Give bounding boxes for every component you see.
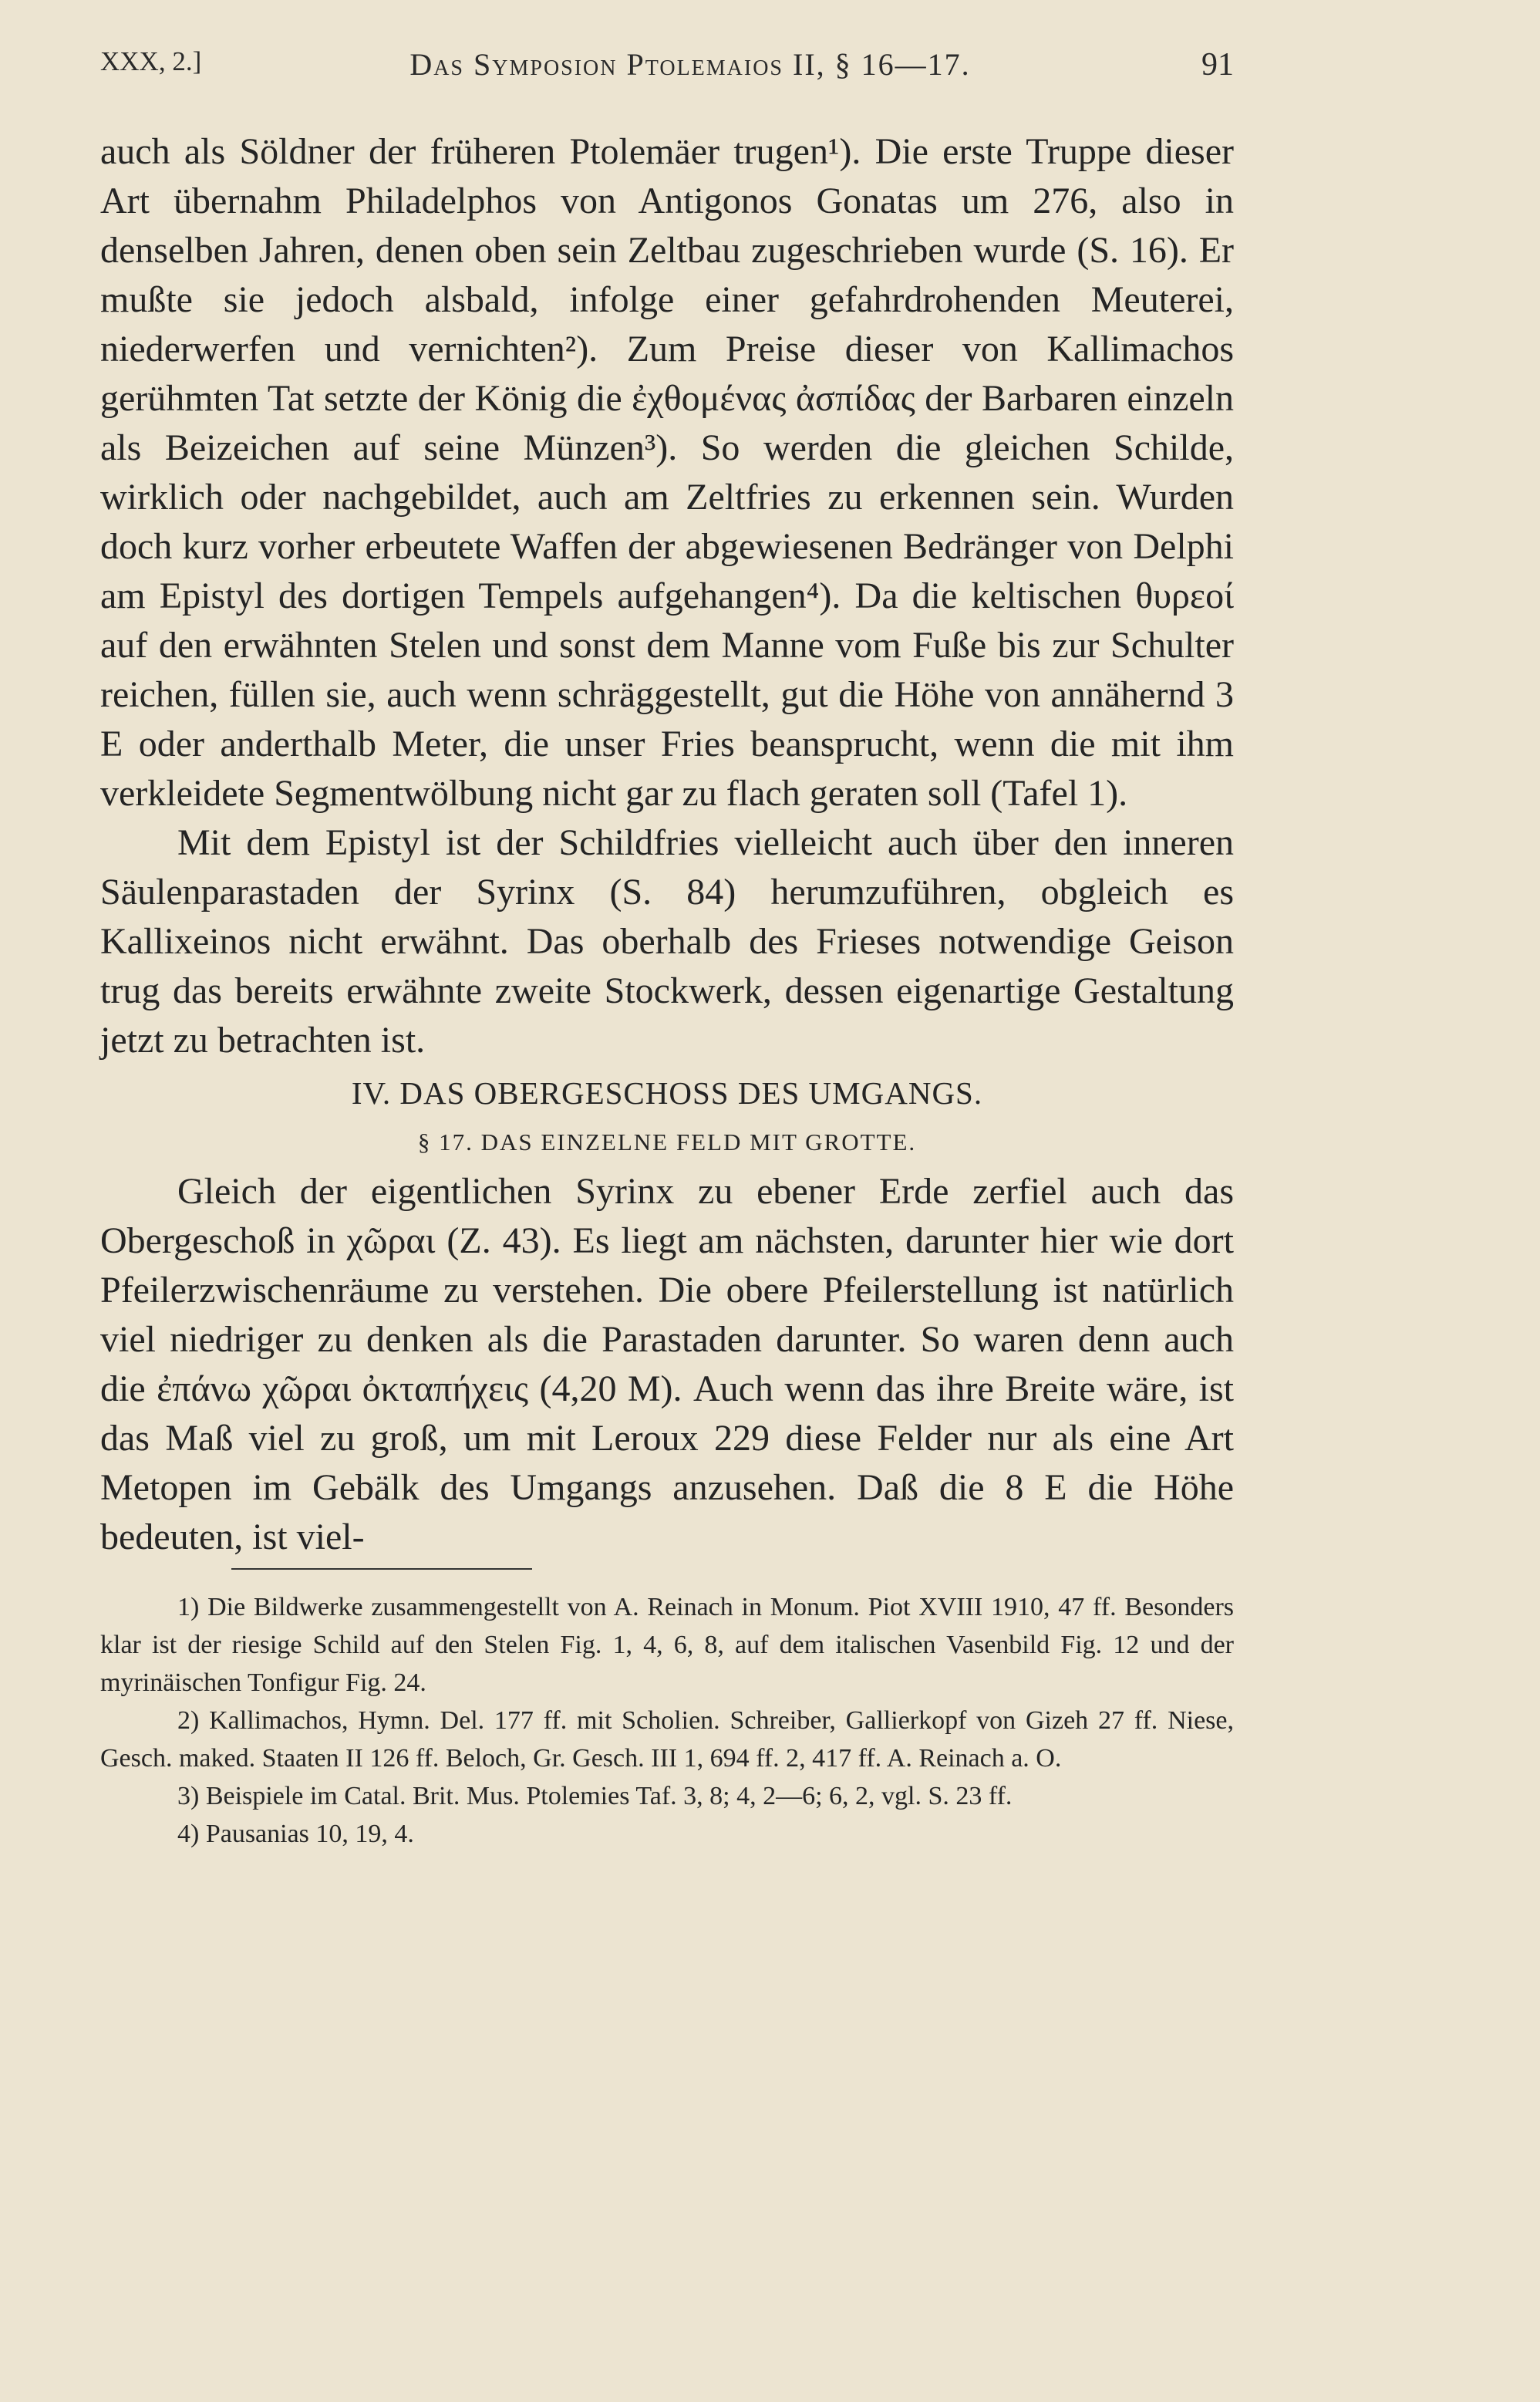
footnote-divider [231,1568,532,1570]
subsection-heading: § 17. DAS EINZELNE FELD MIT GROTTE. [417,1128,917,1155]
main-text [100,127,1234,1853]
header-title: Das Symposion Ptolemaios II, § 16—17. [409,47,971,82]
header-chapter-ref: XXX, 2.] [100,46,202,76]
footnote-4: 4) Pausanias 10, 19, 4. [177,1820,414,1848]
section-heading: IV. DAS OBERGESCHOSS DES UMGANGS. [351,1075,983,1111]
footnote-1: 1) Die Bildwerke zusammengestellt von A. Reinach in Monum. Piot XVIII 1910, 47 ff. Besonders klar ist der riesige Schild auf den Stelen Fig. 1, 4, 6, 8, auf dem italischen Vasenbild Fig. 12 und der myrinäischen Tonfigur Fig. 24. [100,1593,1234,1697]
page-number: 91 [1201,47,1234,83]
footnote-2: 2) Kallimachos, Hymn. Del. 177 ff. mit Scholien. Schreiber, Gallierkopf von Gizeh 27 ff. Niese, Gesch. maked. Staaten II 126 ff. Beloch, Gr. Gesch. III 1, 694 ff. 2, 417 ff. A. Reinach a. O. [100,1706,1234,1773]
footnote-3: 3) Beispiele im Catal. Brit. Mus. Ptolemies Taf. 3, 8; 4, 2—6; 6, 2, vgl. S. 23 ff. [177,1782,1013,1810]
footnotes [100,1588,1234,1853]
running-header [100,46,1234,93]
paragraph-epistyl: Mit dem Epistyl ist der Schildfries vielleicht auch über den inneren Säulenparastaden der Syrinx (S. 84) herumzuführen, obgleich es Kallixeinos nicht erwähnt. Das oberhalb des Frieses notwendige Geison trug das bereits erwähnte zweite Stockwerk, dessen eigenartige Gestaltung jetzt zu betrachten ist. [100,822,1234,1061]
paragraph-obergeschoss: Gleich der eigentlichen Syrinx zu ebener Erde zerfiel auch das Obergeschoß in χῶραι (Z. 43). Es liegt am nächsten, darunter hier wie dort Pfeilerzwischenräume zu verstehen. Die obere Pfeilerstellung ist natürlich viel niedriger zu denken als die Parastaden darunter. So waren denn auch die ἐπάνω χῶραι ὀκταπήχεις (4,20 M). Auch wenn das ihre Breite wäre, ist das Maß viel zu groß, um mit Leroux 229 diese Felder nur als eine Art Metopen im Gebälk des Umgangs anzusehen. Daß die 8 E die Höhe bedeuten, ist viel- [100,1171,1234,1557]
paragraph-continued: auch als Söldner der früheren Ptolemäer trugen¹). Die erste Truppe dieser Art übernahm Philadelphos von Antigonos Gonatas um 276, also in denselben Jahren, denen oben sein Zeltbau zugeschrieben wurde (S. 16). Er mußte sie jedoch alsbald, infolge einer gefahrdrohenden Meuterei, niederwerfen und vernichten²). Zum Preise dieser von Kallimachos gerühmten Tat setzte der König die ἐχθομένας ἀσπίδας der Barbaren einzeln als Beizeichen auf seine Münzen³). So werden die gleichen Schilde, wirklich oder nachgebildet, auch am Zeltfries zu erkennen sein. Wurden doch kurz vorher erbeutete Waffen der abgewiesenen Bedränger von Delphi am Epistyl des dortigen Tempels aufgehangen⁴). Da die keltischen θυρεοί auf den erwähnten Stelen und sonst dem Manne vom Fuße bis zur Schulter reichen, füllen sie, auch wenn schräggestellt, gut die Höhe von annähernd 3 E oder anderthalb Meter, die unser Fries beansprucht, wenn die mit ihm verkleidete Segmentwölbung nicht gar zu flach geraten soll (Tafel 1). [100,131,1234,814]
